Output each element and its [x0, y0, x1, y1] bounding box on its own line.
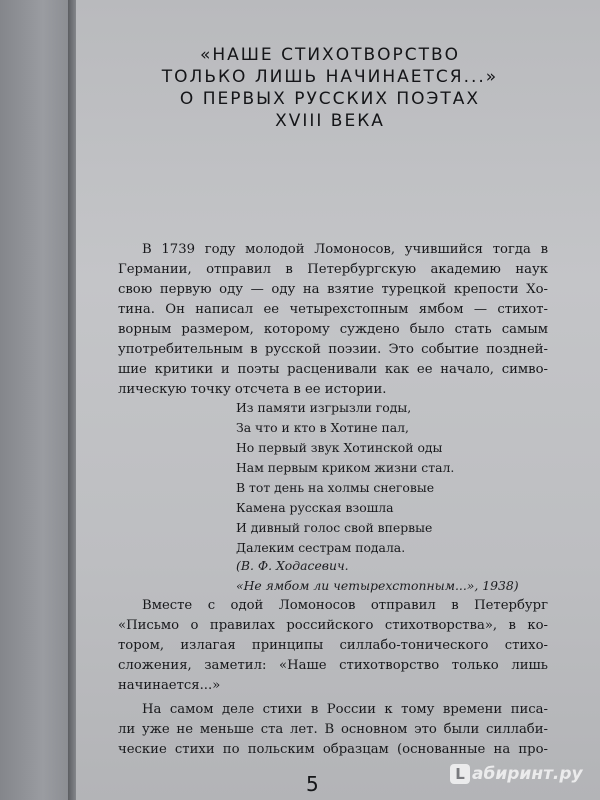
watermark-text: абиринт.ру [472, 764, 583, 784]
poem-line: Из памяти изгрызли годы, [236, 400, 412, 415]
text-line: ли уже не меньше ста лет. В основном это были силлаби- [118, 722, 548, 737]
text-line: тором, излагая принципы силлабо-тонического стихо- [118, 638, 548, 653]
text-line: употребительным в русской поэзии. Это событие поздней- [118, 342, 548, 357]
poem-line: Но первый звук Хотинской оды [236, 440, 443, 455]
text-line: свою первую оду — оду на взятие турецкой крепости Хо- [118, 282, 548, 297]
text-line: «Письмо о правилах российского стихотворства», в ко- [118, 618, 548, 633]
text-line: В 1739 году молодой Ломоносов, учившийся тогда в [142, 242, 548, 257]
heading-line: ТОЛЬКО ЛИШЬ НАЧИНАЕТСЯ...» [161, 67, 499, 87]
paragraph-intro [118, 240, 548, 400]
heading-line: О ПЕРВЫХ РУССКИХ ПОЭТАХ [179, 89, 481, 109]
text-line: тина. Он написал ее четырехстопным ямбом — стихот- [118, 302, 548, 317]
poem-line: В тот день на холмы снеговые [236, 480, 435, 495]
labirint-logo-icon: L [450, 764, 470, 784]
poem-line: Нам первым криком жизни стал. [236, 460, 455, 475]
attribution-line: «Не ямбом ли четырехстопным...», 1938) [236, 578, 519, 593]
text-line: шие критики и поэты расценивали как ее начало, симво- [118, 362, 548, 377]
text-line: начинается...» [118, 678, 221, 693]
text-line: На самом деле стихи в России к тому времени писа- [142, 702, 548, 717]
text-line: лическую точку отсчета в ее истории. [118, 382, 387, 397]
heading-line: XVIII ВЕКА [275, 111, 385, 131]
text-line: сложения, заметил: «Наше стихотворство только лишь [118, 658, 548, 673]
text-line: Вместе с одой Ломоносов отправил в Петербург [142, 598, 548, 613]
left-page [0, 0, 72, 800]
poem-line: Далеким сестрам подала. [236, 540, 406, 555]
text-line: ворным размером, которому суждено было стать самым [118, 322, 548, 337]
heading-line: «НАШЕ СТИХОТВОРСТВО [199, 45, 461, 65]
poem-attribution [236, 556, 556, 596]
paragraph-letter [118, 596, 548, 696]
chapter-heading [120, 44, 540, 132]
watermark [450, 764, 583, 784]
attribution-line: (В. Ф. Ходасевич. [236, 558, 349, 573]
poem-line: Камена русская взошла [236, 500, 394, 515]
page-number: 5 [306, 772, 319, 796]
paragraph-history [118, 700, 548, 760]
poem-stanza [236, 398, 536, 478]
text-line: ческие стихи по польским образцам (основанные на про- [118, 742, 548, 757]
poem-stanza [236, 478, 536, 558]
poem-line: И дивный голос свой впервые [236, 520, 433, 535]
text-line: Германии, отправил в Петербургскую академию наук [118, 262, 548, 277]
poem-line: За что и кто в Хотине пал, [236, 420, 409, 435]
